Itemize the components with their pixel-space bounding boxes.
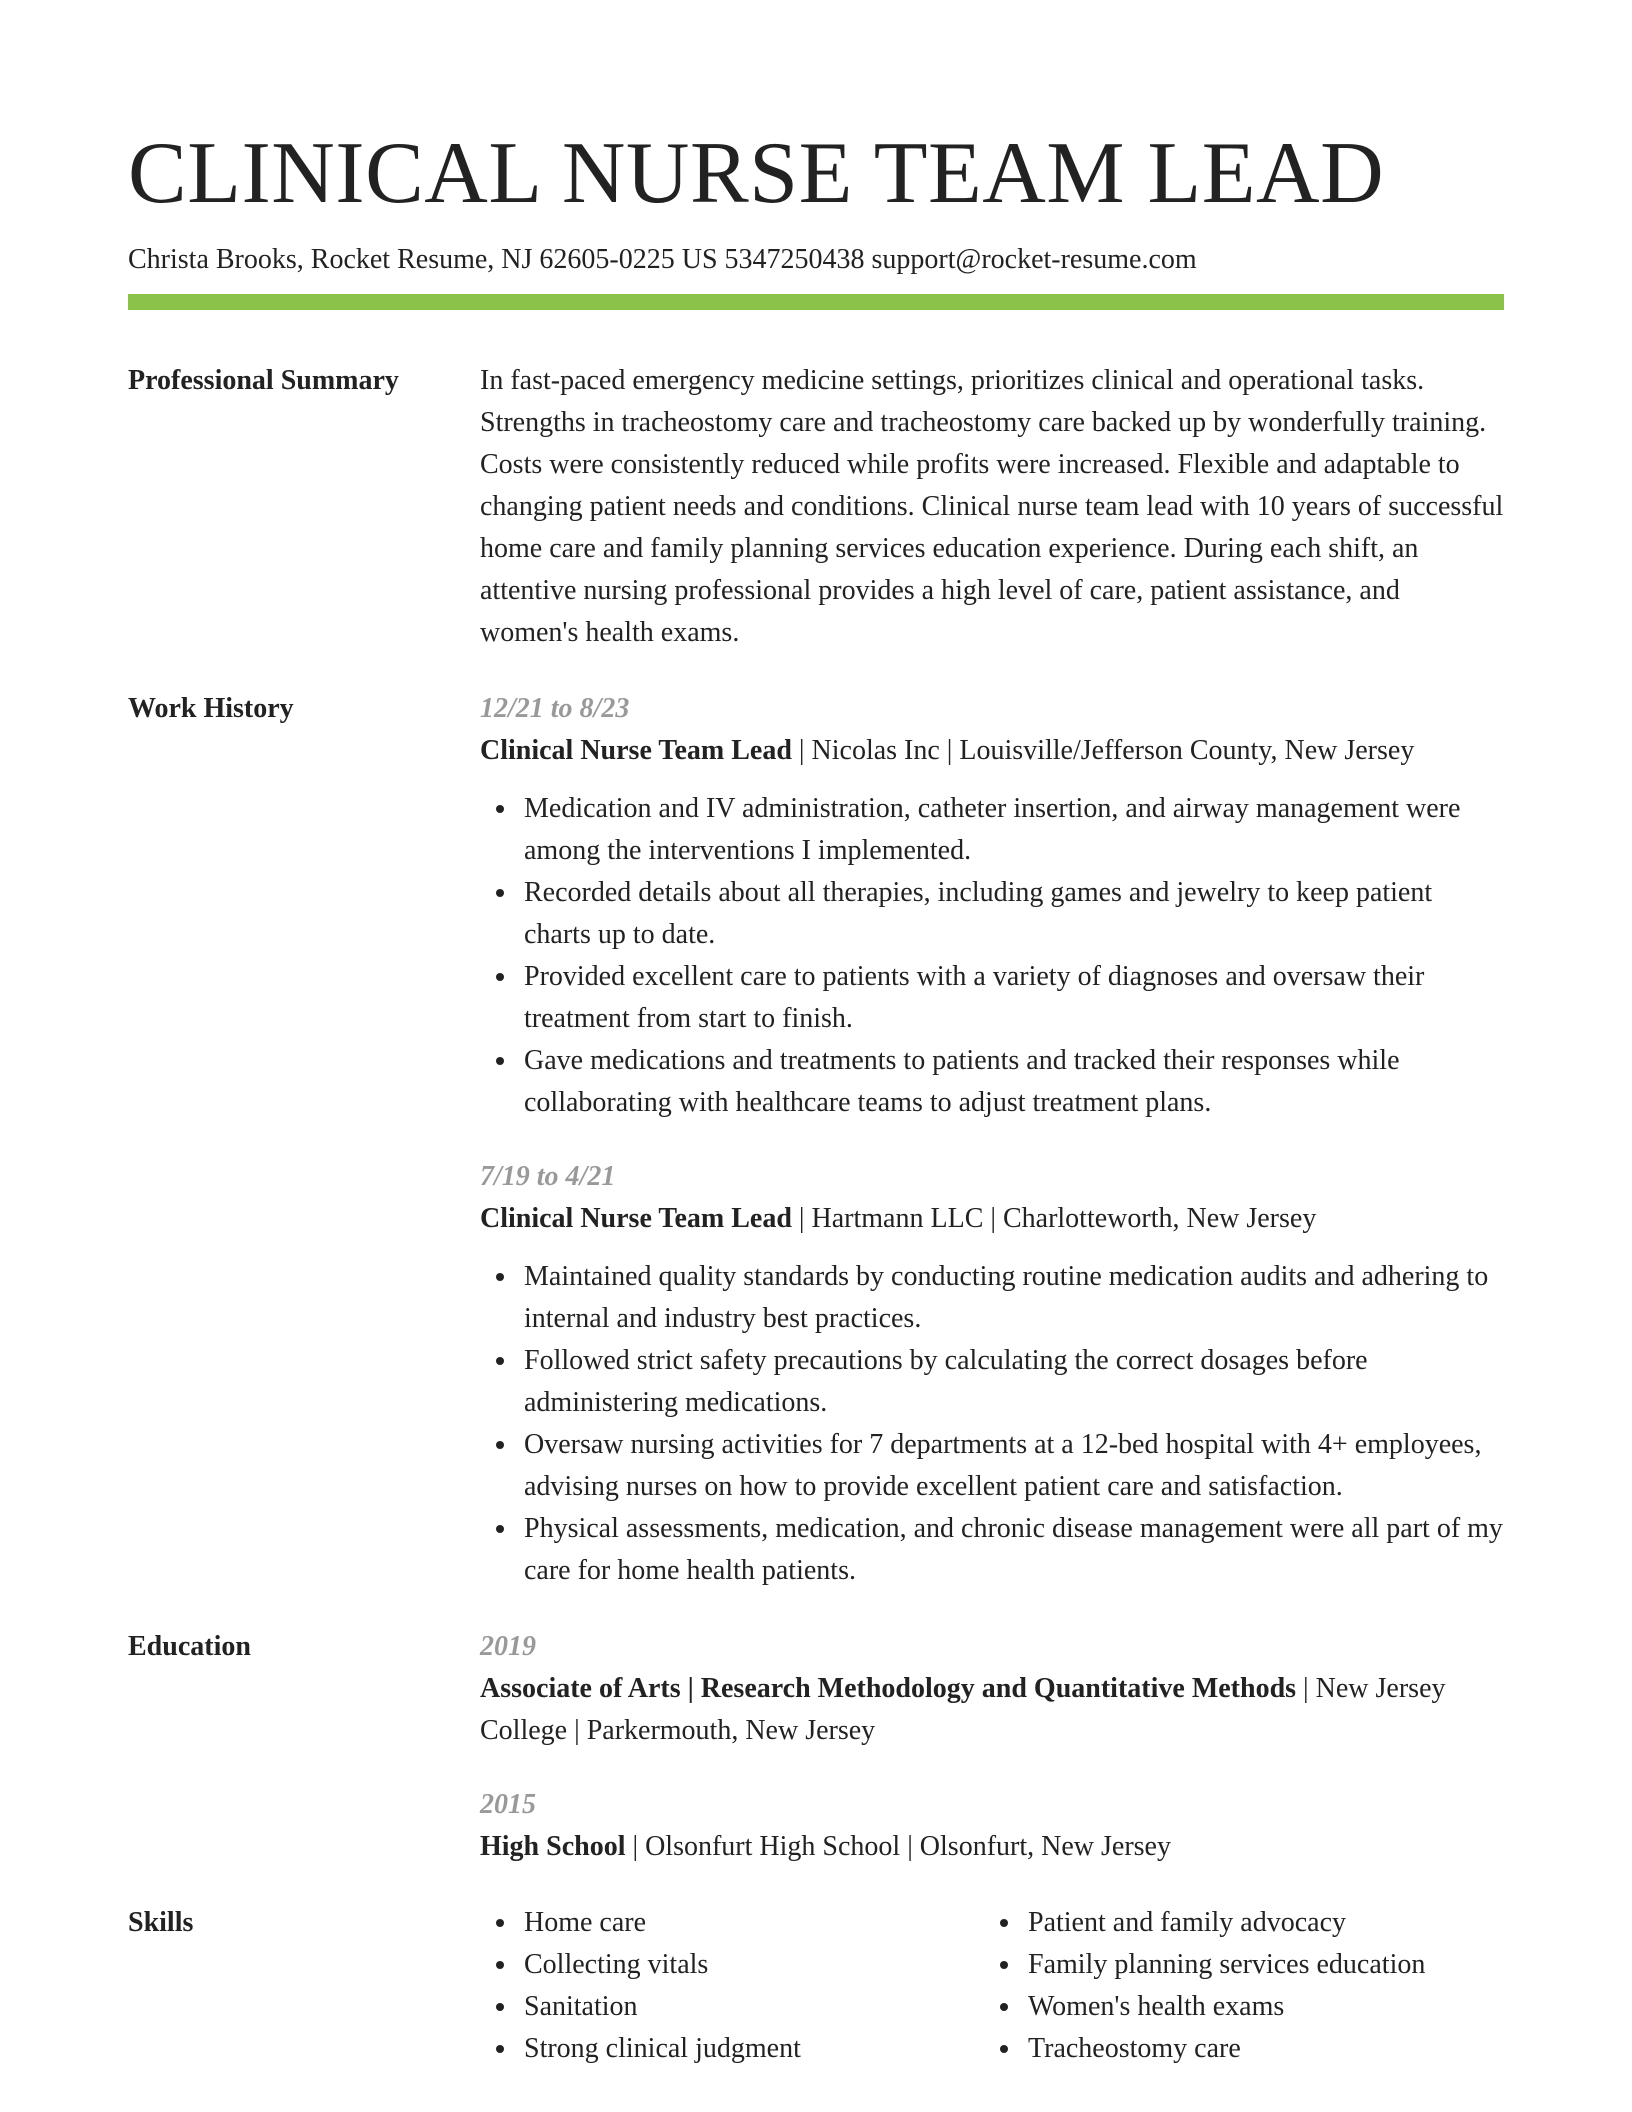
skill-item: Home care [480, 1902, 984, 1944]
list-item: Followed strict safety precautions by calculating the correct dosages before administering medications. [480, 1340, 1504, 1424]
job-title: Clinical Nurse Team Lead [480, 735, 792, 766]
education-section [128, 1626, 1504, 1868]
job-bullets [480, 1256, 1504, 1592]
job-bullets [480, 788, 1504, 1124]
list-item: Recorded details about all therapies, including games and jewelry to keep patient charts up to date. [480, 872, 1504, 956]
education-year: 2015 [480, 1789, 536, 1820]
work-history-section [128, 688, 1504, 1592]
job-employer-location: | Hartmann LLC | Charlotteworth, New Jersey [791, 1203, 1317, 1234]
list-item: Maintained quality standards by conducting routine medication audits and adhering to internal and industry best practices. [480, 1256, 1504, 1340]
section-heading-summary: Professional Summary [128, 365, 399, 396]
education-degree: Associate of Arts | Research Methodology and Quantitative Methods [480, 1673, 1297, 1704]
skill-item: Tracheostomy care [984, 2028, 1488, 2070]
skills-section [128, 1902, 1504, 2070]
accent-divider [128, 294, 1504, 310]
list-item: Oversaw nursing activities for 7 departments at a 12-bed hospital with 4+ employees, advising nurses on how to provide excellent patient care and satisfaction. [480, 1424, 1504, 1508]
job-entry [480, 688, 1504, 1124]
skill-item: Patient and family advocacy [984, 1902, 1488, 1944]
skill-item: Women's health exams [984, 1986, 1488, 2028]
skill-item: Family planning services education [984, 1944, 1488, 1986]
job-heading [480, 1198, 1504, 1240]
education-details [480, 1826, 1504, 1868]
summary-section [128, 360, 1504, 654]
education-entry [480, 1626, 1504, 1752]
job-dates: 7/19 to 4/21 [480, 1161, 616, 1192]
list-item: Physical assessments, medication, and chronic disease management were all part of my care for home health patients. [480, 1508, 1504, 1592]
job-title: Clinical Nurse Team Lead [480, 1203, 792, 1234]
education-year: 2019 [480, 1631, 536, 1662]
list-item: Provided excellent care to patients with a variety of diagnoses and oversaw their treatment from start to finish. [480, 956, 1504, 1040]
job-heading [480, 730, 1504, 772]
section-heading-education: Education [128, 1631, 251, 1662]
education-details [480, 1668, 1504, 1752]
education-school-location: | New Jersey College | Parkermouth, New Jersey [480, 1673, 1446, 1746]
skills-column-left [480, 1902, 984, 2070]
skills-column-right [984, 1902, 1488, 2070]
skills-grid [480, 1902, 1504, 2070]
list-item: Gave medications and treatments to patients and tracked their responses while collaborating with healthcare teams to adjust treatment plans. [480, 1040, 1504, 1124]
summary-text: In fast-paced emergency medicine settings, prioritizes clinical and operational tasks. Strengths in tracheostomy care and tracheostomy care backed up by wonderfully training. Costs were consistently reduced while profits were increased. Flexible and adaptable to changing patient needs and conditions. Clinical nurse team lead with 10 years of successful home care and family planning services education experience. During each shift, an attentive nursing professional provides a high level of care, patient assistance, and women's health exams. [480, 365, 1504, 648]
list-item: Medication and IV administration, catheter insertion, and airway management were among the interventions I implemented. [480, 788, 1504, 872]
resume-title: CLINICAL NURSE TEAM LEAD [128, 125, 1385, 222]
education-entry [480, 1784, 1504, 1868]
section-heading-skills: Skills [128, 1907, 194, 1938]
section-heading-work-history: Work History [128, 693, 294, 724]
skill-item: Sanitation [480, 1986, 984, 2028]
skill-item: Collecting vitals [480, 1944, 984, 1986]
job-dates: 12/21 to 8/23 [480, 693, 630, 724]
skill-item: Strong clinical judgment [480, 2028, 984, 2070]
education-degree: High School [480, 1831, 626, 1862]
job-employer-location: | Nicolas Inc | Louisville/Jefferson County, New Jersey [791, 735, 1415, 766]
education-school-location: | Olsonfurt High School | Olsonfurt, New Jersey [625, 1831, 1171, 1862]
job-entry [480, 1156, 1504, 1592]
contact-line: Christa Brooks, Rocket Resume, NJ 62605-0225 US 5347250438 support@rocket-resume.com [128, 244, 1197, 275]
